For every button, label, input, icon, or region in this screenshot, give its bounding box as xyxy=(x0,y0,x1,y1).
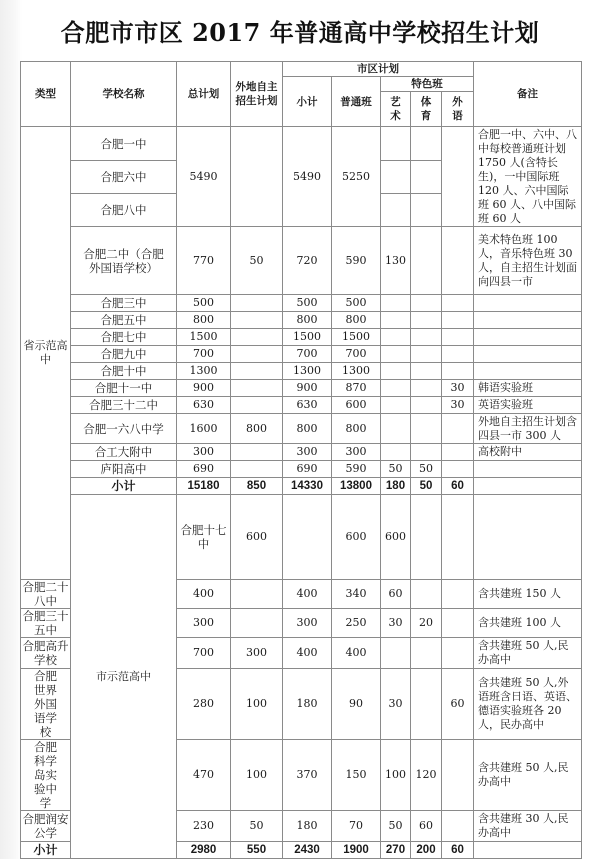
school-name: 合肥二十八中 xyxy=(22,580,69,608)
cell-external: 300 xyxy=(231,638,283,669)
table-row xyxy=(21,461,582,478)
table-row xyxy=(21,295,582,312)
cell-sports xyxy=(411,397,442,414)
cell-foreign xyxy=(442,444,474,461)
table-row xyxy=(21,363,582,380)
cell-subtotal: 1500 xyxy=(283,329,332,346)
table-row xyxy=(21,329,582,346)
summary-total: 2980 xyxy=(177,842,231,859)
cell-remark: 含共建班 150 人 xyxy=(474,580,582,609)
cell-subtotal: 5490 xyxy=(283,127,332,227)
school-name: 合肥一六八中学 xyxy=(71,414,177,444)
cell-remark: 外地自主招生计划含四县一市 300 人 xyxy=(474,414,582,444)
cell-remark: 含共建班 100 人 xyxy=(474,609,582,638)
cell-sports xyxy=(411,194,442,227)
cell-total: 400 xyxy=(177,580,231,609)
school-name: 合肥三十二中 xyxy=(71,397,177,414)
cell-foreign xyxy=(442,580,474,609)
cell-foreign xyxy=(442,609,474,638)
header-city-plan: 市区计划 xyxy=(283,62,474,77)
cell-subtotal: 900 xyxy=(283,380,332,397)
summary-art: 270 xyxy=(381,842,411,859)
school-name: 合肥世界外国语学校 xyxy=(21,669,71,740)
header-type: 类型 xyxy=(21,62,71,127)
header-subtotal: 小计 xyxy=(283,77,332,127)
table-row xyxy=(21,397,582,414)
school-name: 合肥润安公学 xyxy=(22,812,69,840)
cell-external xyxy=(231,312,283,329)
cell-foreign xyxy=(442,312,474,329)
cell-sports xyxy=(411,312,442,329)
school-name: 合肥十中 xyxy=(71,363,177,380)
cell-art: 30 xyxy=(381,609,411,638)
cell-sports xyxy=(411,161,442,194)
cell-art xyxy=(411,495,442,580)
cell-remark xyxy=(474,346,582,363)
cell-sports xyxy=(411,346,442,363)
cell-external xyxy=(231,444,283,461)
cell-art xyxy=(381,380,411,397)
cell-sports xyxy=(411,414,442,444)
cell-regular: 400 xyxy=(332,638,381,669)
cell-remark: 美术特色班 100 人，音乐特色班 30 人，自主招生计划面向四县一市 xyxy=(474,227,582,295)
cell-subtotal: 400 xyxy=(283,638,332,669)
cell-subtotal: 300 xyxy=(283,609,332,638)
cell-regular: 5250 xyxy=(332,127,381,227)
cell-art: 30 xyxy=(381,669,411,740)
cell-total: 230 xyxy=(177,811,231,842)
table-row xyxy=(21,227,582,295)
cell-total: 280 xyxy=(177,669,231,740)
cell-art: 60 xyxy=(381,580,411,609)
page-title: 合肥市市区 2017 年普通高中学校招生计划 xyxy=(60,18,540,47)
cell-foreign xyxy=(442,638,474,669)
cell-regular: 70 xyxy=(332,811,381,842)
table-row xyxy=(21,380,582,397)
cell-subtotal: 370 xyxy=(283,740,332,811)
cell-sports: 20 xyxy=(411,609,442,638)
cell-total: 300 xyxy=(177,609,231,638)
summary-external: 550 xyxy=(231,842,283,859)
cell-total: 470 xyxy=(177,740,231,811)
cell-foreign xyxy=(442,127,474,227)
cell-sports: 120 xyxy=(411,740,442,811)
cell-remark: 含共建班 50 人,民办高中 xyxy=(474,740,582,811)
cell-remark xyxy=(474,295,582,312)
cell-art xyxy=(381,346,411,363)
cell-art xyxy=(381,638,411,669)
summary-remark xyxy=(474,478,582,495)
cell-external: 50 xyxy=(231,227,283,295)
summary-sports: 200 xyxy=(411,842,442,859)
cell-external xyxy=(231,295,283,312)
summary-label: 小计 xyxy=(71,478,177,495)
cell-regular: 300 xyxy=(332,444,381,461)
header-regular: 普通班 xyxy=(332,77,381,127)
header-art: 艺术 xyxy=(381,92,411,127)
cell-total: 700 xyxy=(177,638,231,669)
cell-external xyxy=(231,363,283,380)
header-external: 外地自主招生计划 xyxy=(231,62,283,127)
table-row xyxy=(21,312,582,329)
cell-regular: 870 xyxy=(332,380,381,397)
summary-row xyxy=(21,478,582,495)
cell-remark xyxy=(474,363,582,380)
cell-remark: 高校附中 xyxy=(474,444,582,461)
header-special: 特色班 xyxy=(381,77,474,92)
cell-total: 1500 xyxy=(177,329,231,346)
cell-foreign xyxy=(442,414,474,444)
cell-art: 50 xyxy=(381,461,411,478)
cell-total: 690 xyxy=(177,461,231,478)
cell-sports xyxy=(411,227,442,295)
cell-total: 300 xyxy=(177,444,231,461)
cell-art xyxy=(381,295,411,312)
summary-external: 850 xyxy=(231,478,283,495)
cell-total: 5490 xyxy=(177,127,231,227)
cell-subtotal: 180 xyxy=(283,811,332,842)
table-row xyxy=(21,414,582,444)
cell-regular: 340 xyxy=(332,580,381,609)
cell-regular: 600 xyxy=(332,397,381,414)
cell-sports xyxy=(411,329,442,346)
cell-external: 800 xyxy=(231,414,283,444)
cell-art xyxy=(381,194,411,227)
cell-regular: 590 xyxy=(332,461,381,478)
school-name: 合肥五中 xyxy=(71,312,177,329)
cell-sports xyxy=(411,669,442,740)
cell-sports xyxy=(411,295,442,312)
cell-external xyxy=(283,495,332,580)
cell-external xyxy=(231,461,283,478)
cell-total: 770 xyxy=(177,227,231,295)
cell-art: 50 xyxy=(381,811,411,842)
school-name: 合肥二中（合肥外国语学校） xyxy=(71,227,177,295)
cell-external xyxy=(231,346,283,363)
cell-foreign xyxy=(474,495,582,580)
cell-regular: 590 xyxy=(332,227,381,295)
cell-sports xyxy=(411,363,442,380)
cell-regular: 600 xyxy=(381,495,411,580)
cell-art xyxy=(381,444,411,461)
cell-art xyxy=(381,363,411,380)
school-name: 合肥六中 xyxy=(71,161,177,194)
summary-subtotal: 2430 xyxy=(283,842,332,859)
cell-sports xyxy=(442,495,474,580)
cell-external xyxy=(231,580,283,609)
cell-external xyxy=(231,397,283,414)
cell-foreign: 30 xyxy=(442,397,474,414)
cell-total: 600 xyxy=(231,495,283,580)
cell-art xyxy=(381,127,411,161)
cell-foreign xyxy=(442,363,474,380)
summary-foreign: 60 xyxy=(442,478,474,495)
school-name: 合肥十七中 xyxy=(177,495,231,580)
section-type-province: 省示范高中 xyxy=(21,127,71,580)
cell-foreign xyxy=(442,811,474,842)
cell-remark: 韩语实验班 xyxy=(474,380,582,397)
summary-label: 小计 xyxy=(21,842,71,859)
summary-remark xyxy=(474,842,582,859)
cell-subtotal: 600 xyxy=(332,495,381,580)
school-name: 合肥三十五中 xyxy=(22,609,69,637)
cell-art: 130 xyxy=(381,227,411,295)
header-row-1 xyxy=(21,62,582,77)
cell-subtotal: 300 xyxy=(283,444,332,461)
header-remarks: 备注 xyxy=(474,62,582,127)
cell-foreign xyxy=(442,346,474,363)
cell-foreign: 30 xyxy=(442,380,474,397)
cell-remark: 合肥一中、六中、八中每校普通班计划 1750 人(含特长生)，一中国际班 120 人、六中国际班 60 人、八中国际班 60 人 xyxy=(474,127,582,227)
cell-subtotal: 500 xyxy=(283,295,332,312)
cell-art xyxy=(381,414,411,444)
summary-total: 15180 xyxy=(177,478,231,495)
cell-art: 100 xyxy=(381,740,411,811)
cell-sports: 50 xyxy=(411,461,442,478)
school-name: 合肥七中 xyxy=(71,329,177,346)
section-type-city: 市示范高中 xyxy=(71,495,177,859)
school-name: 合肥科学岛实验中学 xyxy=(21,740,71,811)
table-body xyxy=(21,127,582,859)
cell-regular: 1500 xyxy=(332,329,381,346)
summary-foreign: 60 xyxy=(442,842,474,859)
enrollment-plan-table xyxy=(20,61,582,859)
cell-regular: 90 xyxy=(332,669,381,740)
cell-external: 100 xyxy=(231,740,283,811)
cell-total: 800 xyxy=(177,312,231,329)
table-row xyxy=(21,127,582,161)
school-name: 庐阳高中 xyxy=(71,461,177,478)
school-name: 合肥一中 xyxy=(71,127,177,161)
cell-subtotal: 720 xyxy=(283,227,332,295)
summary-regular: 1900 xyxy=(332,842,381,859)
cell-regular: 150 xyxy=(332,740,381,811)
cell-remark: 英语实验班 xyxy=(474,397,582,414)
cell-external: 50 xyxy=(231,811,283,842)
cell-remark: 含共建班 50 人,民办高中 xyxy=(474,638,582,669)
cell-foreign xyxy=(442,227,474,295)
school-name: 合工大附中 xyxy=(71,444,177,461)
cell-remark xyxy=(474,312,582,329)
cell-external xyxy=(231,609,283,638)
header-school: 学校名称 xyxy=(71,62,177,127)
cell-external xyxy=(231,329,283,346)
cell-regular: 500 xyxy=(332,295,381,312)
cell-sports xyxy=(411,638,442,669)
cell-subtotal: 630 xyxy=(283,397,332,414)
cell-remark xyxy=(474,461,582,478)
cell-total: 630 xyxy=(177,397,231,414)
school-name: 合肥九中 xyxy=(71,346,177,363)
cell-art xyxy=(381,312,411,329)
cell-subtotal: 700 xyxy=(283,346,332,363)
cell-sports xyxy=(411,127,442,161)
cell-total: 900 xyxy=(177,380,231,397)
cell-external xyxy=(231,380,283,397)
summary-subtotal: 14330 xyxy=(283,478,332,495)
cell-foreign: 60 xyxy=(442,669,474,740)
cell-sports xyxy=(411,444,442,461)
cell-sports xyxy=(411,580,442,609)
cell-art xyxy=(381,397,411,414)
header-foreign: 外语 xyxy=(442,92,474,127)
cell-regular: 1300 xyxy=(332,363,381,380)
cell-foreign xyxy=(442,461,474,478)
cell-remark: 含共建班 30 人,民办高中 xyxy=(474,811,582,842)
cell-remark xyxy=(474,329,582,346)
cell-external: 100 xyxy=(231,669,283,740)
school-name: 合肥八中 xyxy=(71,194,177,227)
cell-subtotal: 800 xyxy=(283,312,332,329)
cell-foreign xyxy=(442,740,474,811)
school-name: 合肥十一中 xyxy=(71,380,177,397)
cell-total: 1600 xyxy=(177,414,231,444)
cell-subtotal: 800 xyxy=(283,414,332,444)
cell-total: 500 xyxy=(177,295,231,312)
cell-regular: 800 xyxy=(332,414,381,444)
summary-art: 180 xyxy=(381,478,411,495)
cell-art xyxy=(381,161,411,194)
cell-subtotal: 690 xyxy=(283,461,332,478)
summary-sports: 50 xyxy=(411,478,442,495)
summary-regular: 13800 xyxy=(332,478,381,495)
table-row xyxy=(21,346,582,363)
header-sports: 体育 xyxy=(411,92,442,127)
school-name: 合肥三中 xyxy=(71,295,177,312)
cell-art xyxy=(381,329,411,346)
cell-regular: 800 xyxy=(332,312,381,329)
header-total: 总计划 xyxy=(177,62,231,127)
cell-subtotal: 180 xyxy=(283,669,332,740)
school-name: 合肥高升学校 xyxy=(22,639,69,667)
cell-foreign xyxy=(442,329,474,346)
cell-sports: 60 xyxy=(411,811,442,842)
table-row xyxy=(21,495,582,580)
cell-external xyxy=(231,127,283,227)
cell-regular: 250 xyxy=(332,609,381,638)
cell-subtotal: 400 xyxy=(283,580,332,609)
cell-regular: 700 xyxy=(332,346,381,363)
cell-total: 700 xyxy=(177,346,231,363)
cell-total: 1300 xyxy=(177,363,231,380)
cell-foreign xyxy=(442,295,474,312)
cell-remark: 含共建班 50 人,外语班含日语、英语、德语实验班各 20 人，民办高中 xyxy=(474,669,582,740)
cell-subtotal: 1300 xyxy=(283,363,332,380)
table-row xyxy=(21,444,582,461)
cell-sports xyxy=(411,380,442,397)
